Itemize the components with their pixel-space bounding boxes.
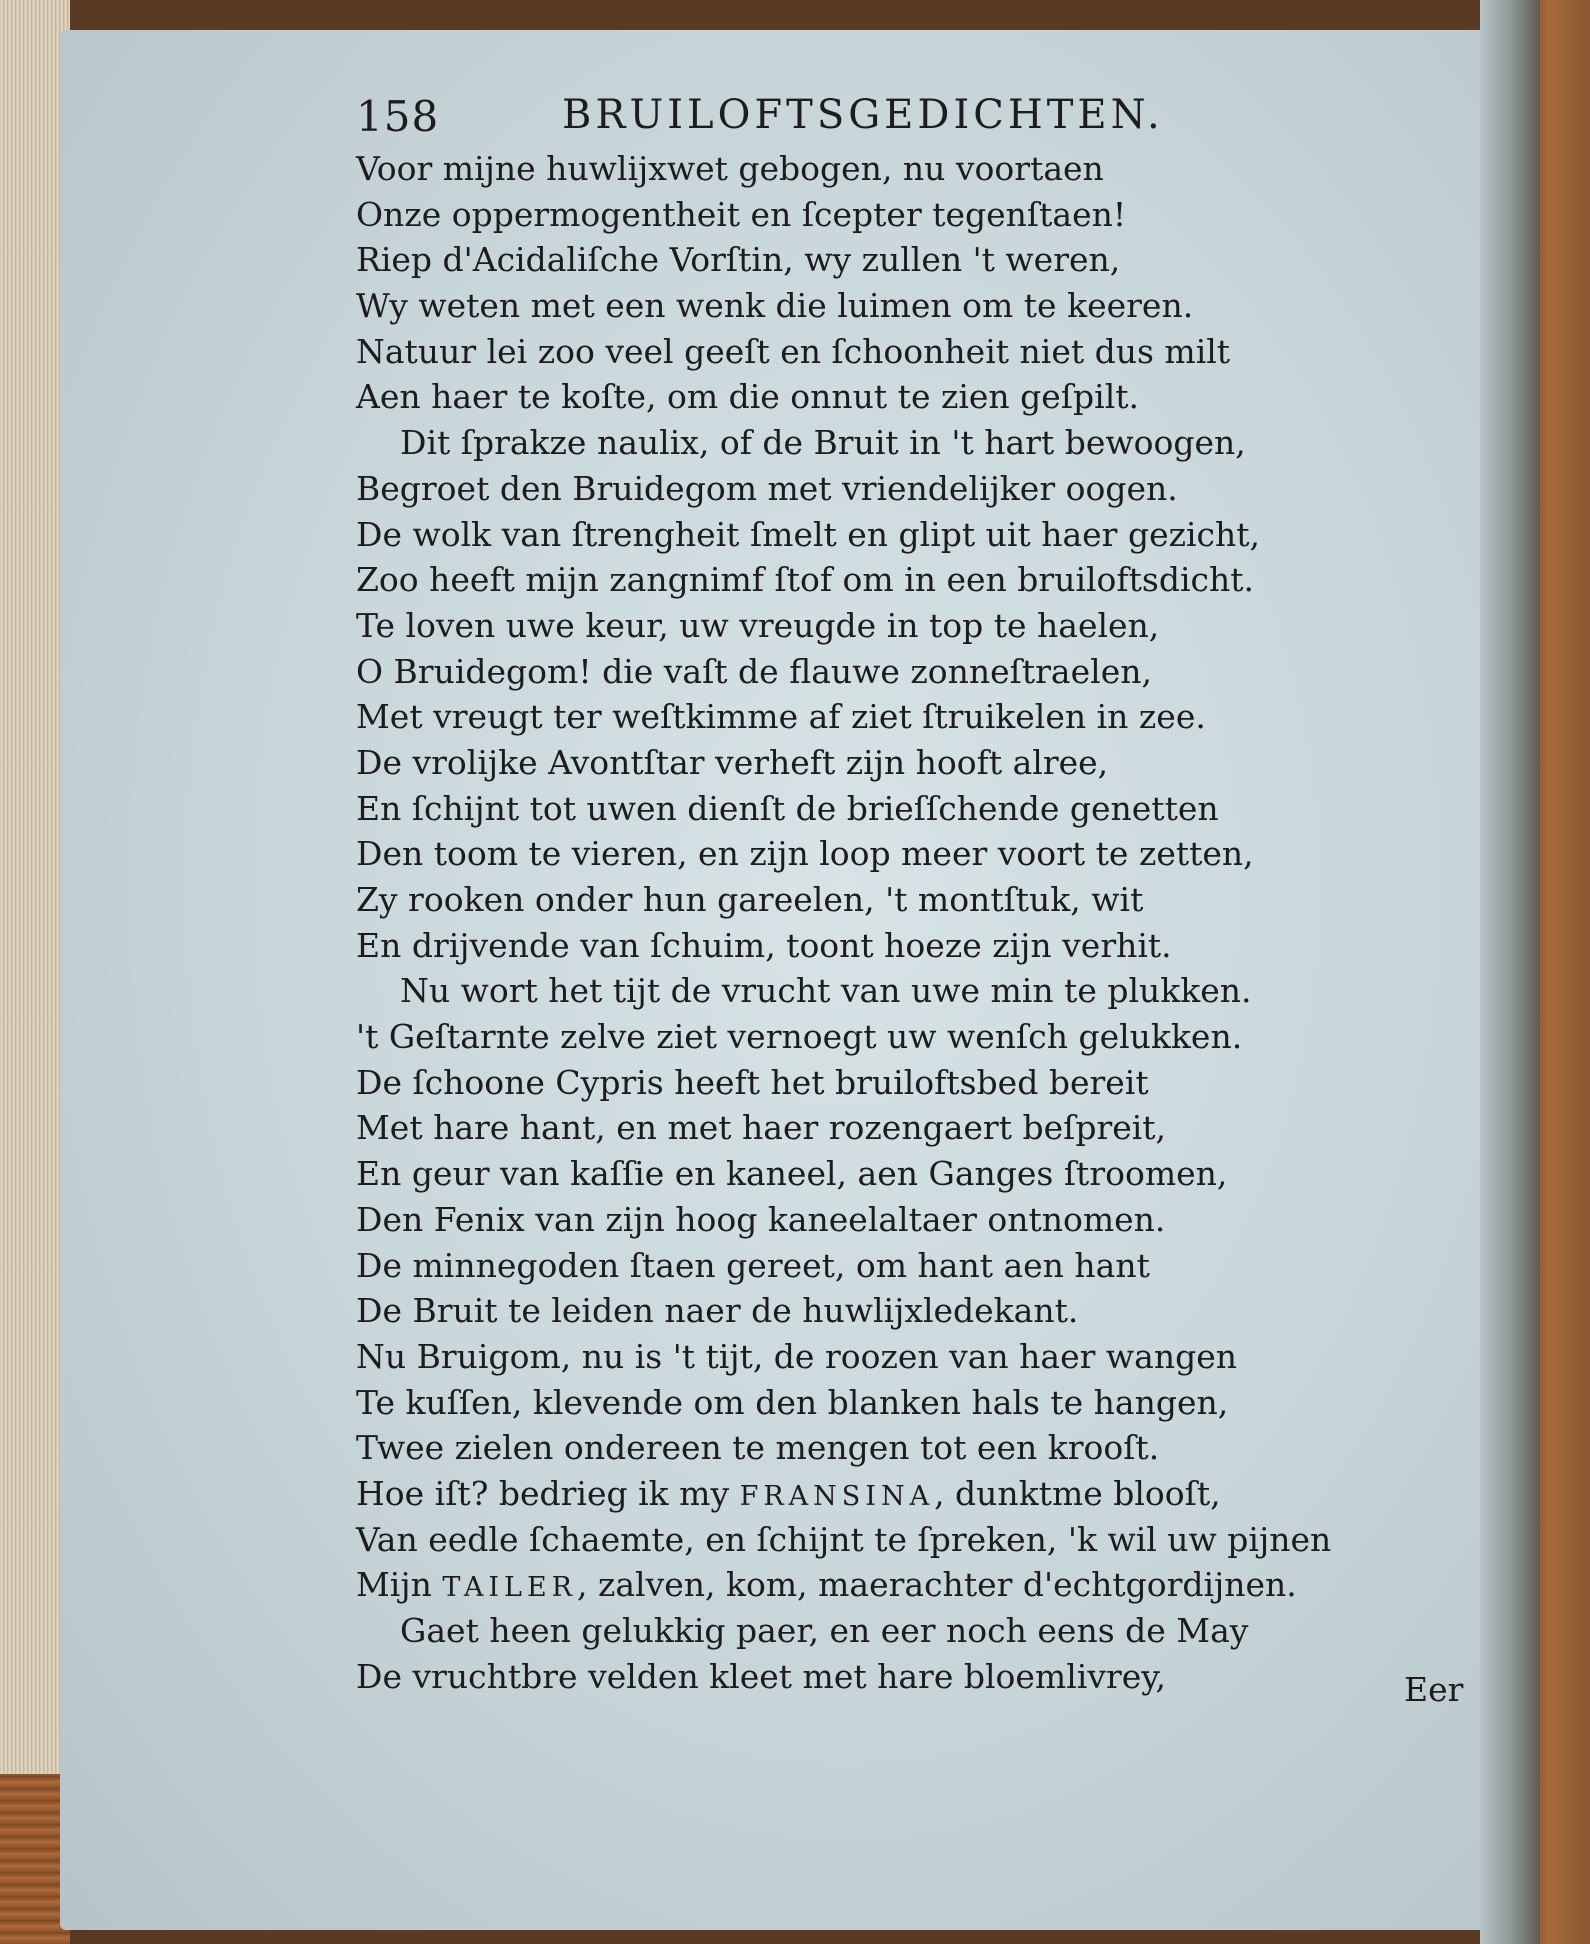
verse-line: Gaet heen gelukkig paer, en eer noch eens de May xyxy=(400,1611,1249,1650)
line-text: Hoe iſt? bedrieg ik my xyxy=(356,1473,740,1513)
poem-text xyxy=(356,146,1486,1699)
verse-line-fransina xyxy=(356,1471,1486,1517)
verse-line: En drijvende van ſchuim, toont hoeze zijn verhit. xyxy=(356,925,1172,965)
verse-line: Zy rooken onder hun gareelen, 't montſtuk, wit xyxy=(356,880,1144,919)
verse-line: Riep d'Acidaliſche Vorſtin, wy zullen 't weren, xyxy=(356,240,1121,280)
verse-line: De Bruit te leiden naer de huwlijxledekant. xyxy=(356,1291,1079,1331)
line-text: , zalven, kom, maerachter d'echtgordijnen. xyxy=(577,1565,1297,1605)
verse-line: En geur van kaſſie en kaneel, aen Ganges ſtroomen, xyxy=(356,1154,1228,1194)
verse-line: Met vreugt ter weſtkimme af ziet ſtruikelen in zee. xyxy=(356,697,1206,737)
verse-line: Van eedle ſchaemte, en ſchijnt te ſpreken, 'k wil uw pijnen xyxy=(356,1519,1332,1559)
page-number: 158 xyxy=(356,92,440,141)
verse-line: Dit ſprakze naulix, of de Bruit in 't hart bewoogen, xyxy=(400,423,1246,463)
verse-line-tailer xyxy=(356,1562,1486,1608)
verse-line: De vruchtbre velden kleet met hare bloemlivrey, xyxy=(356,1656,1167,1696)
verse-line: Den toom te vieren, en zijn loop meer voort te zetten, xyxy=(356,834,1254,874)
line-text: Mijn xyxy=(356,1565,443,1605)
verse-line: Te kuſſen, klevende om den blanken hals te hangen, xyxy=(356,1382,1229,1422)
name-fransina: FRANSINA xyxy=(739,1480,935,1512)
verse-line: Begroet den Bruidegom met vriendelijker oogen. xyxy=(356,468,1178,508)
page-header xyxy=(356,92,1276,152)
page-gutter xyxy=(1480,0,1540,1944)
verse-line: Met hare hant, en met haer rozengaert beſpreit, xyxy=(356,1108,1167,1148)
verse-line: Twee zielen ondereen te mengen tot een krooſt. xyxy=(356,1428,1160,1468)
verse-line: De ſchoone Cypris heeft het bruiloftsbed bereit xyxy=(356,1062,1149,1102)
verse-line: Den Fenix van zijn hoog kaneelaltaer ontnomen. xyxy=(356,1199,1166,1239)
line-text: , dunktme blooſt, xyxy=(934,1473,1221,1513)
verse-line: Voor mijne huwlijxwet gebogen, nu voortaen xyxy=(356,149,1104,188)
catchword: Eer xyxy=(1404,1670,1464,1709)
verse-line: De wolk van ſtrengheit ſmelt en glipt uit haer gezicht, xyxy=(356,514,1261,554)
verse-line: O Bruidegom! die vaſt de flauwe zonneſtraelen, xyxy=(356,651,1152,691)
verse-line: De minnegoden ſtaen gereet, om hant aen hant xyxy=(356,1245,1150,1285)
running-head: BRUILOFTSGEDICHTEN. xyxy=(562,92,1164,138)
verse-line: Natuur lei zoo veel geeſt en ſchoonheit niet dus milt xyxy=(356,331,1231,371)
verse-line: Te loven uwe keur, uw vreugde in top te haelen, xyxy=(356,605,1160,645)
name-tailer: TAILER xyxy=(442,1572,577,1604)
verse-line: Onze oppermogentheit en ſcepter tegenſtaen! xyxy=(356,194,1127,234)
verse-line: Wy weten met een wenk die luimen om te keeren. xyxy=(356,286,1194,326)
verse-line: En ſchijnt tot uwen dienſt de brieſſchende genetten xyxy=(356,788,1219,828)
verse-line: De vrolijke Avontſtar verheft zijn hooft alree, xyxy=(356,742,1109,782)
verse-line: Nu Bruigom, nu is 't tijt, de roozen van haer wangen xyxy=(356,1336,1237,1376)
verse-line: 't Geſtarnte zelve ziet vernoegt uw wenſch gelukken. xyxy=(356,1017,1243,1057)
verse-line: Nu wort het tijt de vrucht van uwe min te plukken. xyxy=(400,971,1252,1011)
verse-line: Aen haer te koſte, om die onnut te zien geſpilt. xyxy=(356,377,1140,417)
verse-line: Zoo heeft mijn zangnimf ſtof om in een bruiloftsdicht. xyxy=(356,560,1254,600)
